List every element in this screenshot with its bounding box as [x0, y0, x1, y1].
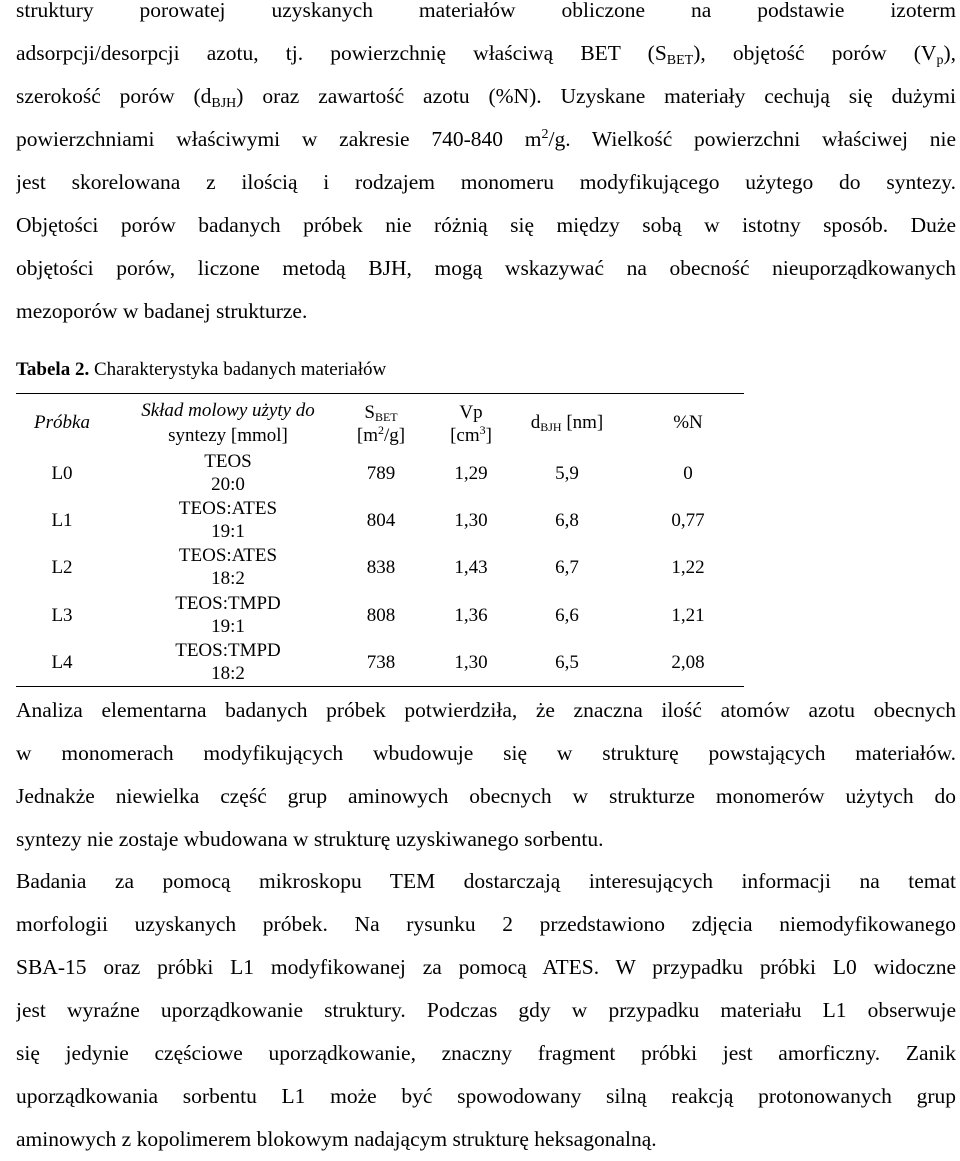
- text-line: aminowych z kopolimerem blokowym nadającym strukturę heksagonalną.: [16, 1127, 657, 1151]
- text-line: uporządkowania sorbentu L1 może być spowodowany silną reakcją protonowanych grup: [16, 1084, 956, 1108]
- cell-composition: TEOS:TMPD: [175, 640, 281, 661]
- header-vp: Vp: [459, 402, 483, 423]
- cell-dbjh: 5,9: [555, 463, 579, 484]
- cell-vp: 1,29: [454, 463, 488, 484]
- cell-composition: TEOS: [204, 451, 252, 472]
- cell-sample: L1: [51, 510, 73, 531]
- header-sbet: SBET: [364, 402, 398, 424]
- text-line: powierzchniami właściwymi w zakresie 740-840 $m^2/g$. Wielkość powierzchni właściwej nie: [16, 127, 956, 151]
- header-sample: Próbka: [34, 412, 90, 433]
- text-line: Jednakże niewielka część grup aminowych obecnych w strukturze monomerów użytych do: [16, 784, 956, 808]
- text-line: SBA-15 oraz próbki L1 modyfikowanej za pomocą ATES. W przypadku próbki L0 widoczne: [16, 955, 956, 979]
- text-line: się jedynie częściowe uporządkowanie, znaczny fragment próbki jest amorficzny. Zanik: [16, 1041, 956, 1065]
- cell-sample: L3: [51, 605, 73, 626]
- cell-dbjh: 6,8: [555, 510, 579, 531]
- cell-sbet: 738: [366, 652, 396, 673]
- cell-ratio: 18:2: [211, 663, 245, 684]
- cell-dbjh: 6,6: [555, 605, 579, 626]
- cell-sbet: 789: [366, 463, 396, 484]
- cell-vp: 1,30: [454, 652, 488, 673]
- cell-composition: TEOS:ATES: [178, 498, 278, 519]
- cell-nitrogen: 2,08: [671, 652, 705, 673]
- text-line: szerokość porów $(d_{BJH})$ oraz zawartość azotu (%N). Uzyskane materiały cechują się dużymi: [16, 84, 956, 111]
- table-caption-label: Tabela 2.: [16, 359, 90, 380]
- paragraph-tem: [16, 860, 956, 1161]
- header-dbjh: dBJH [nm]: [530, 412, 604, 434]
- cell-vp: 1,43: [454, 557, 488, 578]
- cell-vp: 1,36: [454, 605, 488, 626]
- cell-composition: TEOS:ATES: [178, 545, 278, 566]
- cell-ratio: 19:1: [211, 616, 245, 637]
- header-nitrogen: %N: [673, 412, 703, 433]
- table-top-rule: [16, 393, 744, 394]
- cell-nitrogen: 0: [683, 463, 693, 484]
- cell-sample: L0: [51, 463, 73, 484]
- cell-nitrogen: 0,77: [671, 510, 705, 531]
- text-line: syntezy nie zostaje wbudowana w strukturę uzyskiwanego sorbentu.: [16, 827, 604, 851]
- header-vp-unit: $[cm^3]$: [450, 423, 492, 446]
- cell-sample: L2: [51, 557, 73, 578]
- cell-ratio: 20:0: [211, 474, 245, 495]
- text-line: Badania za pomocą mikroskopu TEM dostarczają interesujących informacji na temat: [16, 869, 956, 893]
- header-composition-unit: syntezy [mmol]: [168, 425, 288, 446]
- text-line: jest skorelowana z ilością i rodzajem monomeru modyfikującego użytego do syntezy.: [16, 170, 956, 194]
- cell-ratio: 18:2: [211, 568, 245, 589]
- paragraph-elemental-analysis: [16, 689, 956, 861]
- cell-nitrogen: 1,22: [671, 557, 705, 578]
- cell-vp: 1,30: [454, 510, 488, 531]
- cell-sbet: 808: [366, 605, 396, 626]
- cell-dbjh: 6,7: [555, 557, 579, 578]
- header-sbet-unit: $[m^2/g]$: [356, 423, 406, 446]
- text-line: objętości porów, liczone metodą BJH, mogą wskazywać na obecność nieuporządkowanych: [16, 256, 956, 280]
- table-caption: [16, 356, 386, 384]
- text-line: struktury porowatej uzyskanych materiałów obliczone na podstawie izoterm: [16, 0, 956, 22]
- header-composition: Skład molowy użyty do: [141, 400, 315, 421]
- cell-sample: L4: [51, 652, 73, 673]
- cell-sbet: 804: [366, 510, 396, 531]
- cell-nitrogen: 1,21: [671, 605, 705, 626]
- text-line: adsorpcji/desorpcji azotu, tj. powierzchnię właściwą BET $(S_{BET})$, objętość porów $(V_p)$,: [16, 41, 956, 68]
- text-line: w monomerach modyfikujących wbudowuje się w strukturę powstających materiałów.: [16, 741, 956, 765]
- cell-dbjh: 6,5: [555, 652, 579, 673]
- table-caption-text: Charakterystyka badanych materiałów: [89, 359, 387, 380]
- cell-composition: TEOS:TMPD: [175, 593, 281, 614]
- text-line: jest wyraźne uporządkowanie struktury. Podczas gdy w przypadku materiału L1 obserwuje: [16, 998, 956, 1022]
- cell-ratio: 19:1: [211, 521, 245, 542]
- paragraph-porosity: [16, 0, 956, 333]
- text-line: Analiza elementarna badanych próbek potwierdziła, że znaczna ilość atomów azotu obecnych: [16, 698, 956, 722]
- table-bottom-rule: [16, 686, 744, 687]
- cell-sbet: 838: [366, 557, 396, 578]
- text-line: Objętości porów badanych próbek nie różnią się między sobą w istotny sposób. Duże: [16, 213, 956, 237]
- text-line: morfologii uzyskanych próbek. Na rysunku 2 przedstawiono zdjęcia niemodyfikowanego: [16, 912, 956, 936]
- text-line: mezoporów w badanej strukturze.: [16, 299, 308, 323]
